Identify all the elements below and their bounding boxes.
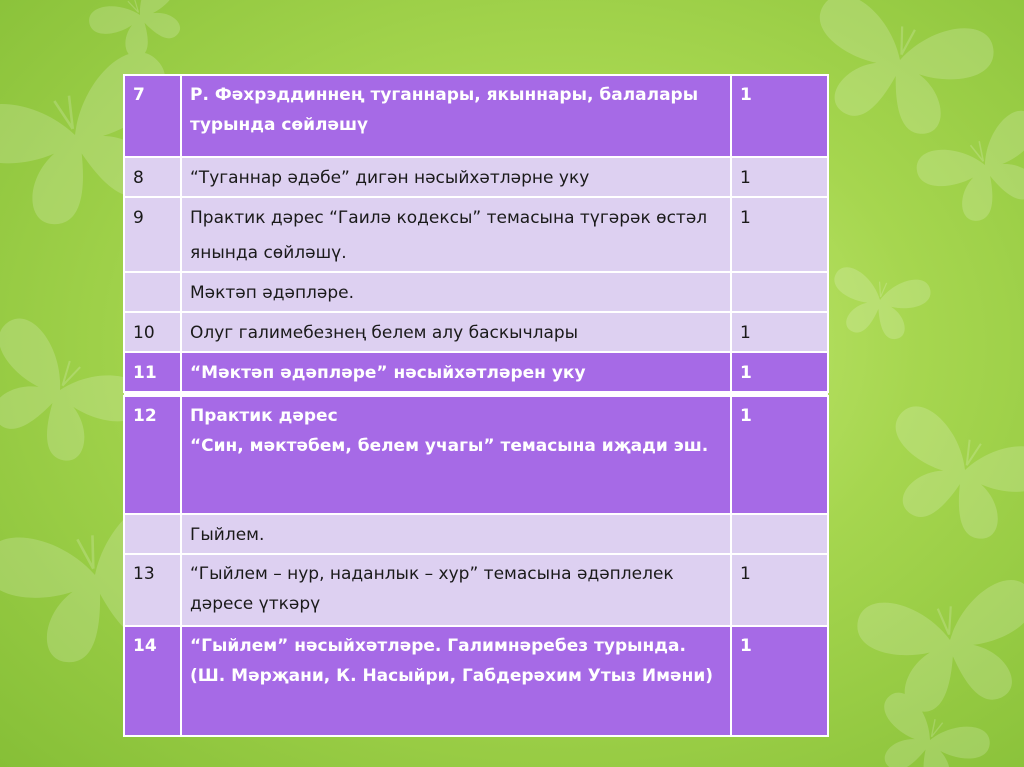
table-row <box>124 396 828 514</box>
lesson-topic: Практик дәрес “Син, мәктәбем, белем учагы” темасына иҗади эш. <box>181 396 731 514</box>
lesson-topic: “Туганнар әдәбе” дигән нәсыйхәтләрне уку <box>181 157 731 197</box>
section-heading: Гыйлем. <box>181 514 731 554</box>
lesson-number: 7 <box>124 75 181 157</box>
lesson-number: 12 <box>124 396 181 514</box>
table-row <box>124 272 828 312</box>
lesson-hours: 1 <box>731 554 828 626</box>
lesson-number: 13 <box>124 554 181 626</box>
lesson-hours: 1 <box>731 157 828 197</box>
lesson-topic: Олуг галимебезнең белем алу баскычлары <box>181 312 731 352</box>
table-row <box>124 312 828 352</box>
lesson-number: 14 <box>124 626 181 736</box>
lesson-hours: 1 <box>731 626 828 736</box>
lesson-hours <box>731 272 828 312</box>
section-heading: Мәктәп әдәпләре. <box>181 272 731 312</box>
lesson-topic: Р. Фәхрэддиннең туганнары, якыннары, балалары турында сөйләшү <box>181 75 731 157</box>
lesson-number: 8 <box>124 157 181 197</box>
curriculum-table <box>123 74 829 737</box>
lesson-hours: 1 <box>731 352 828 392</box>
table-row <box>124 554 828 626</box>
lesson-hours <box>731 514 828 554</box>
lesson-topic: “Гыйлем” нәсыйхәтләре. Галимнәребез турында. (Ш. Мәрҗани, К. Насыйри, Габдерәхим Утыз Имәни) <box>181 626 731 736</box>
lesson-number <box>124 514 181 554</box>
lesson-number: 9 <box>124 197 181 272</box>
lesson-number: 10 <box>124 312 181 352</box>
table-row <box>124 75 828 157</box>
table-row <box>124 157 828 197</box>
lesson-topic: Практик дәрес “Гаилә кодексы” темасына түгәрәк өстәл янында сөйләшү. <box>181 197 731 272</box>
lesson-topic: “Гыйлем – нур, наданлык – хур” темасына әдәплелек дәресе үткәрү <box>181 554 731 626</box>
lesson-hours: 1 <box>731 396 828 514</box>
table-row <box>124 197 828 272</box>
lesson-number: 11 <box>124 352 181 392</box>
lesson-hours: 1 <box>731 75 828 157</box>
lesson-number <box>124 272 181 312</box>
lesson-hours: 1 <box>731 197 828 272</box>
lesson-hours: 1 <box>731 312 828 352</box>
table-row <box>124 352 828 392</box>
table-row <box>124 626 828 736</box>
table-row <box>124 514 828 554</box>
lesson-topic: “Мәктәп әдәпләре” нәсыйхәтләрен уку <box>181 352 731 392</box>
